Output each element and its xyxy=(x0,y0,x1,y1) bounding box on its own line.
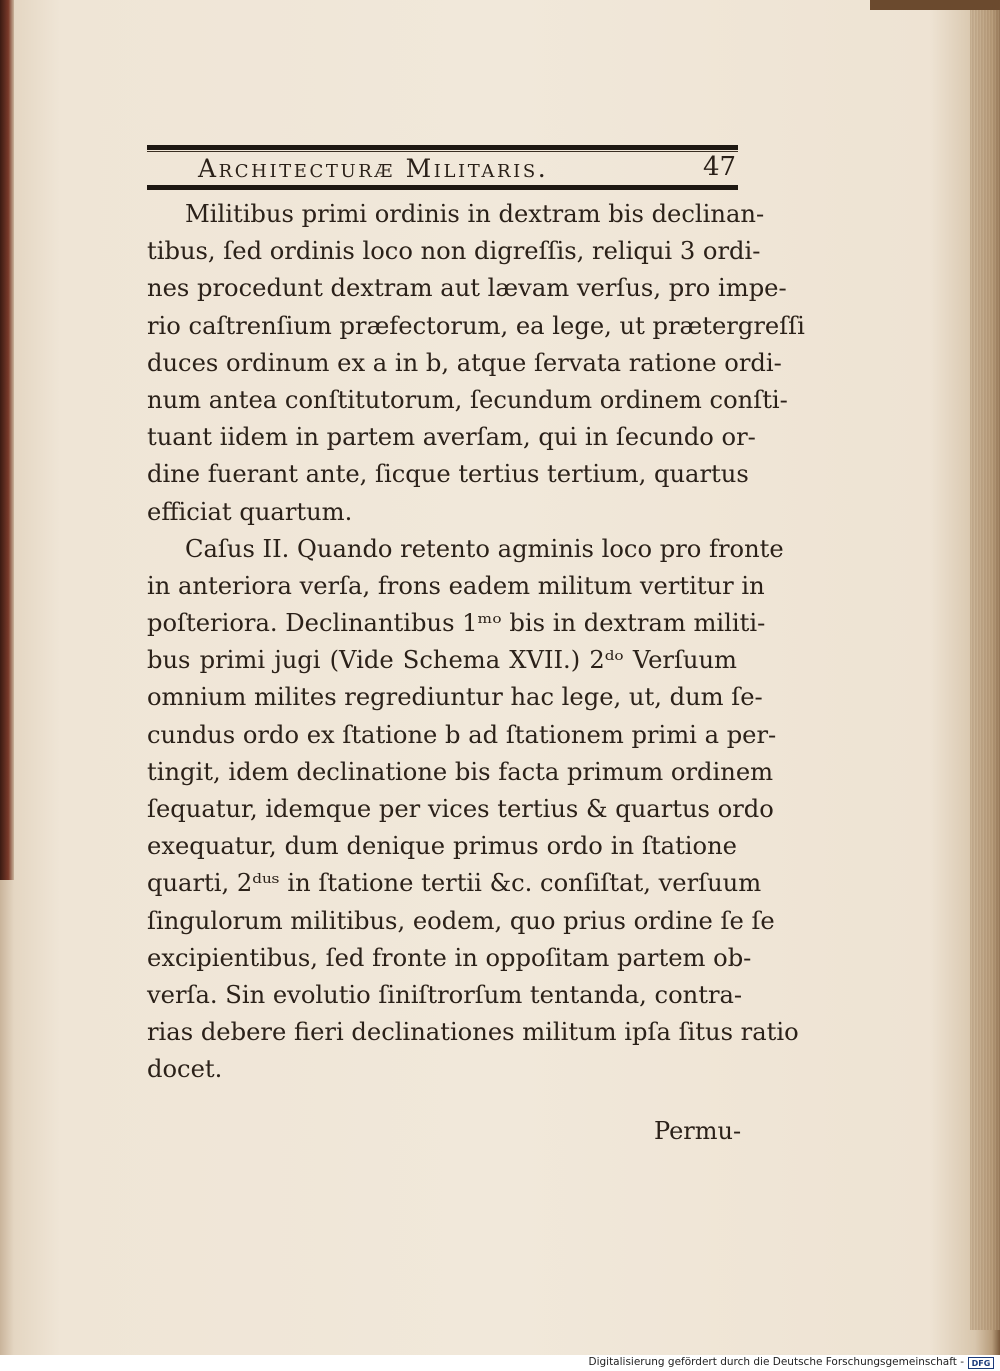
text-line: docet. xyxy=(147,1055,223,1084)
page-edges xyxy=(970,0,1000,1330)
text-line: rias debere fieri declinationes militum ipſa ſitus ratio xyxy=(147,1018,799,1047)
running-title: Architecturæ Militaris. xyxy=(198,154,549,183)
page-number: 47 xyxy=(703,152,737,182)
text-line: tingit, idem declinatione bis facta primum ordinem xyxy=(147,757,774,786)
text-line: dine fuerant ante, ſicque tertius tertium, quartus xyxy=(147,460,749,489)
text-line: Caſus II. Quando retento agminis loco pro fronte xyxy=(185,534,784,563)
text-line: poſteriora. Declinantibus 1ᵐᵒ bis in dextram militi- xyxy=(147,609,766,638)
dfg-logo: DFG xyxy=(968,1357,994,1369)
paragraph-1 xyxy=(147,196,805,531)
text-line: tuant iidem in partem averſam, qui in ſecundo or- xyxy=(147,423,756,452)
catchword: Permu- xyxy=(654,1117,742,1145)
text-line: efficiat quartum. xyxy=(147,497,353,526)
text-line: num antea conſtitutorum, ſecundum ordinem conſti- xyxy=(147,385,788,414)
text-line: excipientibus, ſed fronte in oppoſitam partem ob- xyxy=(147,943,752,972)
header-rule-thin xyxy=(147,151,738,152)
footer-credit: Digitalisierung gefördert durch die Deutsche Forschungsgemeinschaft - xyxy=(588,1356,964,1368)
text-line: ſingulorum militibus, eodem, quo prius ordine ſe ſe xyxy=(147,906,775,935)
binding-edge xyxy=(870,0,1000,10)
text-line: verſa. Sin evolutio ſiniſtrorſum tentanda, contra- xyxy=(147,980,743,1009)
text-line: in anteriora verſa, frons eadem militum vertitur in xyxy=(147,571,765,600)
text-line: exequatur, dum denique primus ordo in ſtatione xyxy=(147,832,737,861)
text-line: quarti, 2ᵈᵘˢ in ſtatione tertii &c. conſiſtat, verſuum xyxy=(147,869,762,898)
body-text xyxy=(147,196,805,1089)
header-rule-bottom xyxy=(147,185,738,190)
header-rule-top xyxy=(147,145,738,150)
text-line: duces ordinum ex a in b, atque ſervata ratione ordi- xyxy=(147,348,782,377)
book-spine xyxy=(0,0,14,880)
text-line: omnium milites regrediuntur hac lege, ut, dum ſe- xyxy=(147,683,763,712)
text-line: nes procedunt dextram aut lævam verſus, pro impe- xyxy=(147,274,787,303)
text-line: bus primi jugi (Vide Schema XVII.) 2ᵈᵒ Verſuum xyxy=(147,646,737,675)
text-line: rio caſtrenſium præfectorum, ea lege, ut prætergreſſi xyxy=(147,311,805,340)
text-line: Militibus primi ordinis in dextram bis declinan- xyxy=(185,200,765,228)
paragraph-2 xyxy=(147,531,799,1089)
text-line: cundus ordo ex ſtatione b ad ſtationem primi a per- xyxy=(147,720,777,749)
text-line: tibus, ſed ordinis loco non digreſſis, reliqui 3 ordi- xyxy=(147,237,761,266)
text-line: ſequatur, idemque per vices tertius & quartus ordo xyxy=(147,795,774,823)
